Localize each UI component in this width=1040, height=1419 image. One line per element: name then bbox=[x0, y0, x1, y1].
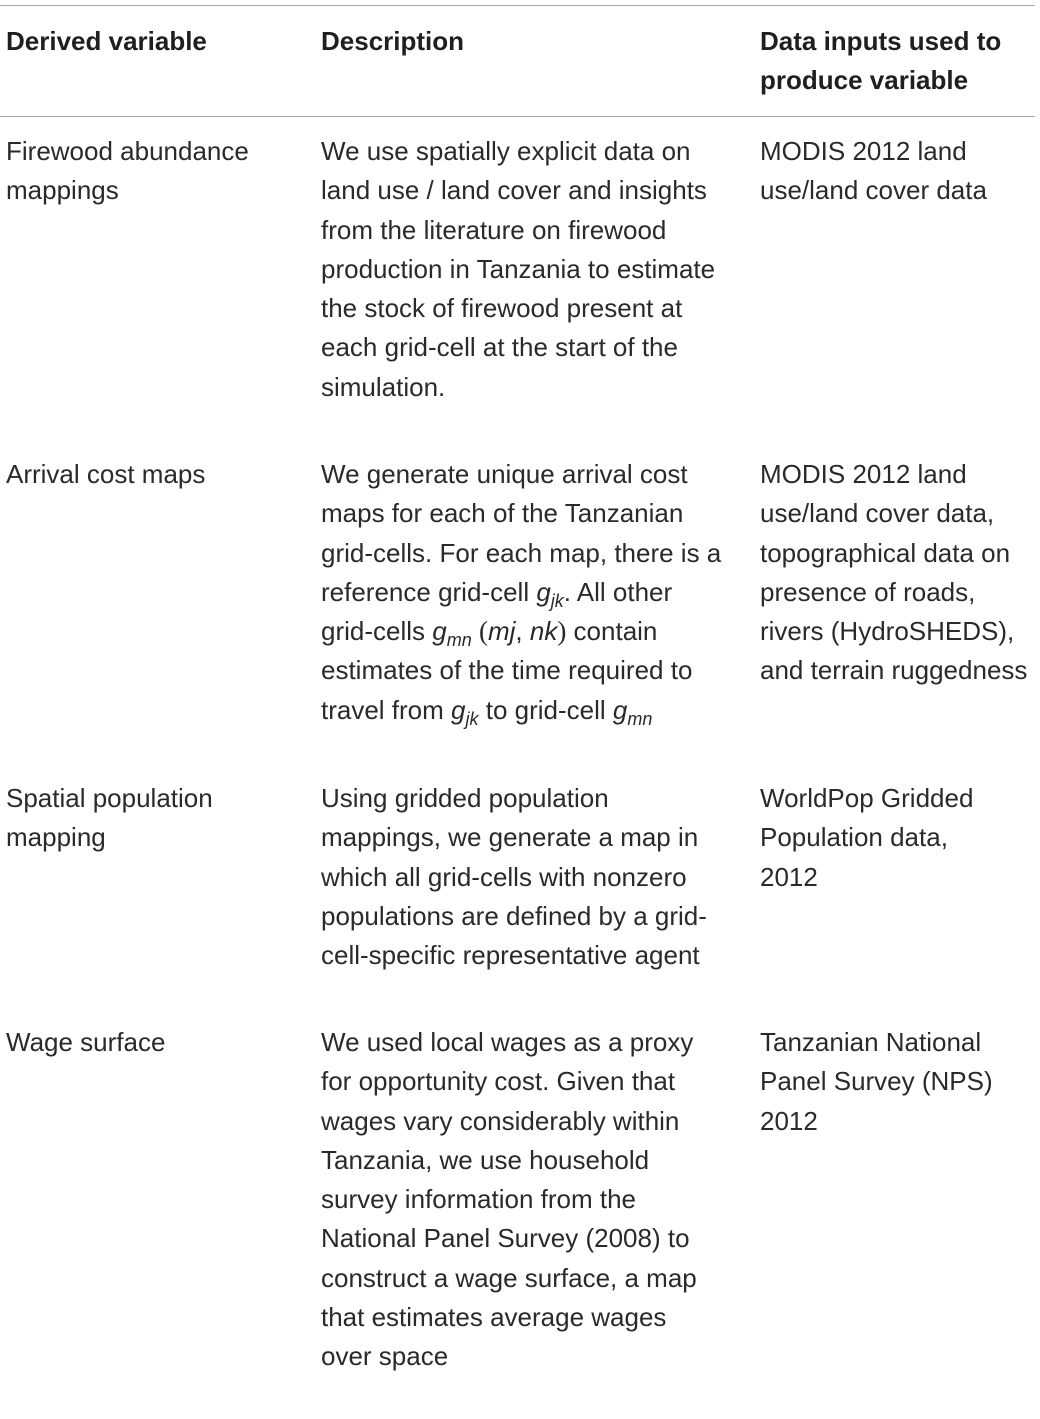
row-2-desc-text-3: contain estimates of the time required to travel from bbox=[321, 616, 693, 725]
row-4-inputs: Tanzanian National Panel Survey (NPS) 2012 bbox=[760, 1027, 993, 1136]
row-2-comma: , bbox=[515, 616, 530, 647]
row-3-inputs: WorldPop Gridded Population data, 2012 bbox=[760, 783, 974, 892]
row-2-desc-text-2: . All other grid-cells bbox=[321, 576, 673, 647]
column-header-description: Description bbox=[321, 26, 465, 56]
table-top-rule bbox=[0, 5, 1035, 6]
row-1-inputs: MODIS 2012 land use/land cover data bbox=[760, 136, 987, 206]
row-1-variable: Firewood abundance mappings bbox=[6, 136, 249, 206]
row-2-var-mj: mj bbox=[487, 616, 516, 647]
row-2-symbol-g-1: g bbox=[536, 576, 551, 607]
column-header-data-inputs: Data inputs used to produce variable bbox=[760, 26, 1002, 95]
header-bottom-rule bbox=[0, 116, 1035, 117]
row-2-description bbox=[321, 455, 726, 730]
row-2-subscript-mn-2: mn bbox=[627, 708, 653, 729]
row-2-desc-text-1: We generate unique arrival cost maps for each of the Tanzanian grid-cells. For each map, there is a reference grid-cell bbox=[321, 459, 722, 607]
row-2-inputs: MODIS 2012 land use/land cover data, topographical data on presence of roads, rivers (HydroSHEDS), and terrain ruggedness bbox=[760, 459, 1028, 686]
row-2-variable: Arrival cost maps bbox=[6, 459, 206, 489]
row-2-symbol-g-3: g bbox=[451, 694, 466, 725]
row-4-description: We used local wages as a proxy for opportunity cost. Given that wages vary considerably within Tanzania, we use household survey information from the National Panel Survey (2008) to construct a wage surface, a map that estimates average wages over space bbox=[321, 1027, 697, 1372]
row-3-description: Using gridded population mappings, we generate a map in which all grid-cells with nonzero populations are defined by a grid-cell-specific representative agent bbox=[321, 783, 707, 971]
row-2-desc-text-4: to grid-cell bbox=[478, 694, 613, 725]
row-1-description: We use spatially explicit data on land use / land cover and insights from the literature on firewood production in Tanzania to estimate the stock of firewood present at each grid-cell at the start of the simulation. bbox=[321, 136, 716, 402]
row-2-close-paren: ) bbox=[557, 616, 567, 647]
row-4-variable: Wage surface bbox=[6, 1027, 166, 1057]
row-2-var-nk: nk bbox=[529, 616, 558, 647]
row-3-variable: Spatial population mapping bbox=[6, 783, 213, 853]
row-2-symbol-g-4: g bbox=[612, 694, 628, 725]
row-2-subscript-jk-1: jk bbox=[550, 590, 564, 611]
column-header-derived-variable: Derived variable bbox=[6, 26, 207, 56]
row-2-open-paren: ( bbox=[478, 616, 488, 647]
row-2-symbol-g-2: g bbox=[432, 616, 447, 647]
row-2-subscript-jk-2: jk bbox=[465, 708, 479, 729]
row-2-subscript-mn-1: mn bbox=[446, 630, 472, 651]
